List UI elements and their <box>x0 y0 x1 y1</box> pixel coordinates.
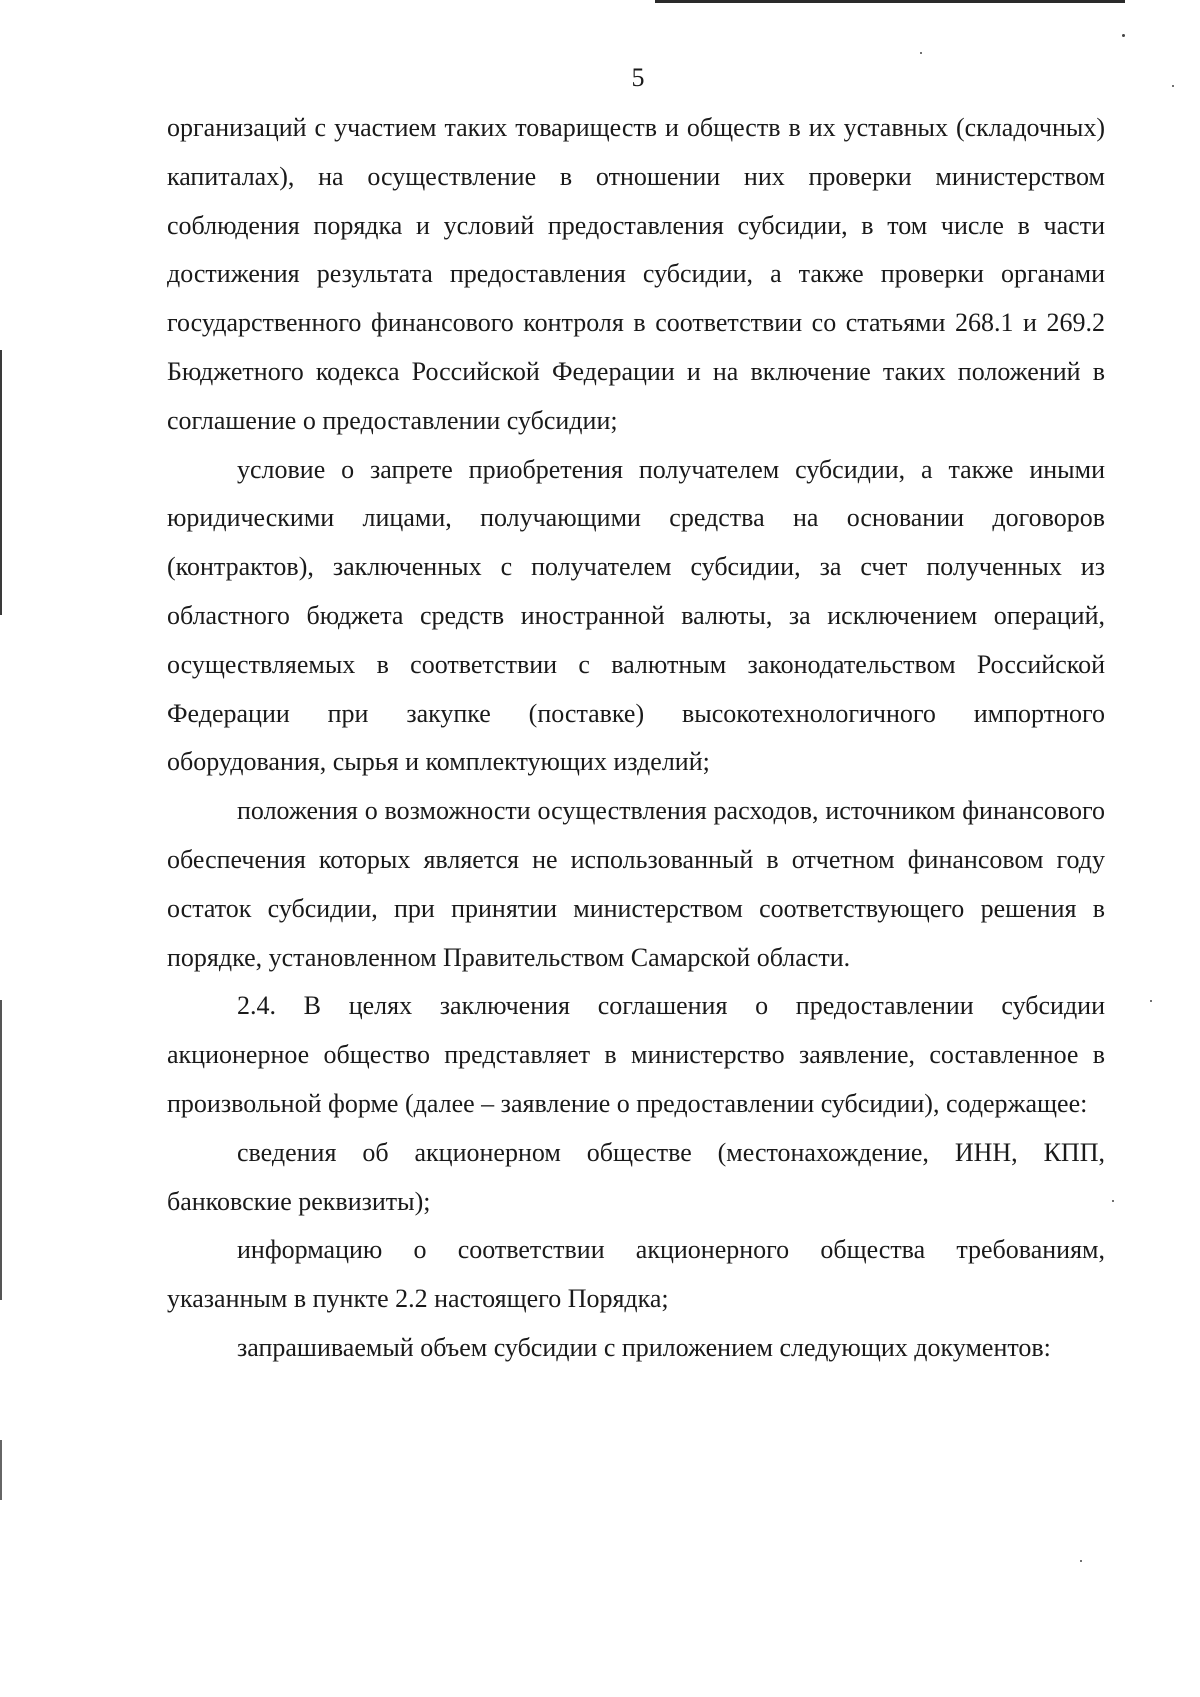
scan-border-top <box>655 0 1125 3</box>
scan-speck <box>1112 1200 1114 1202</box>
paragraph: 2.4. В целях заключения соглашения о предоставлении субсидии акционерное общество представляет в министерство заявление, составленное в произвольной форме (далее – заявление о предоставлении субсидии), содержащее: <box>167 991 1105 1118</box>
scan-speck <box>920 52 922 54</box>
paragraph: условие о запрете приобретения получателем субсидии, а также иными юридическими лицами, получающими средства на основании договоров (контрактов), заключенных с получателем субсидии, за счет полученных из областного бюджета средств иностранной валюты, за исключением операций, осуществляемых в соответствии с валютным законодательством Российской Федерации при закупке (поставке) высокотехнологичного импортного оборудования, сырья и комплектующих изделий; <box>167 454 1105 777</box>
scan-border-left <box>0 1000 2 1300</box>
scan-border-left <box>0 1440 2 1500</box>
paragraph: сведения об акционерном обществе (местонахождение, ИНН, КПП, банковские реквизиты); <box>167 1137 1105 1216</box>
document-body <box>167 104 1105 1373</box>
scan-speck <box>1122 34 1125 37</box>
paragraph: организаций с участием таких товариществ и обществ в их уставных (складочных) капиталах), на осуществление в отношении них проверки министерством соблюдения порядка и условий предоставления субсидии, в том числе в части достижения результата предоставления субсидии, а также проверки органами государственного финансового контроля в соответствии со статьями 268.1 и 269.2 Бюджетного кодекса Российской Федерации и на включение таких положений в соглашение о предоставлении субсидии; <box>167 113 1105 435</box>
paragraph: запрашиваемый объем субсидии с приложением следующих документов: <box>237 1332 1051 1362</box>
scan-speck <box>1080 1560 1082 1562</box>
paragraph: положения о возможности осуществления расходов, источником финансового обеспечения которых является не использованный в отчетном финансовом году остаток субсидии, при принятии министерством соответствующего решения в порядке, установленном Правительством Самарской области. <box>167 796 1105 972</box>
scan-border-left <box>0 350 2 615</box>
paragraph: информацию о соответствии акционерного общества требованиям, указанным в пункте 2.2 настоящего Порядка; <box>167 1235 1105 1314</box>
scan-speck <box>1150 1000 1152 1002</box>
page-number: 5 <box>631 63 645 92</box>
